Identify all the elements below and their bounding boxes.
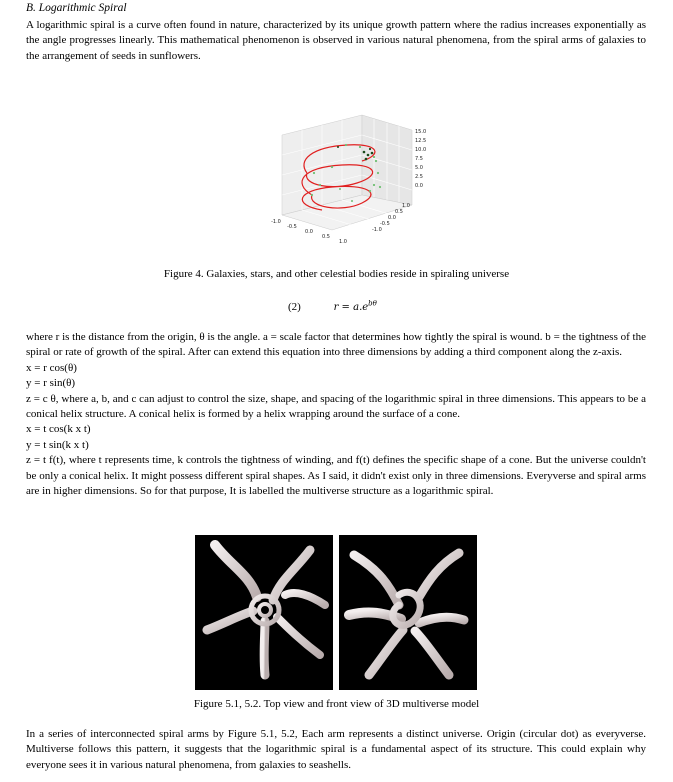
x-tick: -0.5 <box>287 224 297 230</box>
figure5-caption: Figure 5.1, 5.2. Top view and front view of 3D multiverse model <box>193 698 480 710</box>
y-tick: 1.0 <box>402 203 410 209</box>
z-tick: 15.0 <box>415 129 427 135</box>
body-paragraph: z = t f(t), where t represents time, k controls the tightness of winding, and f(t) defines the specific shape of a cone. But the universe couldn't be only a conical helix. It might possess different spiral shapes. As I said, it didn't exist only in three dimensions. Everyverse and spiral arms are in higher dimensions. So for that purpose, It is labelled the multiverse structure as a logarithmic spiral. <box>26 454 646 498</box>
body-paragraph: where r is the distance from the origin, θ is the angle. a = scale factor that determines how tightly the spiral is wound. b = the tightness of the spiral or rate of growth of the spiral. After can extend this equation into three dimensions by adding a third component along the z-axis. <box>26 331 646 359</box>
equation-line: x = r cos(θ) <box>26 361 77 374</box>
intro-paragraph: A logarithmic spiral is a curve often found in nature, characterized by its unique growth pattern where the radius increases exponentially as the angle progresses linearly. This mathematical phenomenon is observed in various natural phenomena, from the spiral arms of galaxies to the arrangement of seeds in sunflowers. <box>26 19 646 62</box>
y-tick: -1.0 <box>372 227 382 233</box>
equation-2 <box>288 300 377 313</box>
closing-paragraph: In a series of interconnected spiral arms by Figure 5.1, 5.2, Each arm represents a distinct universe. Origin (circular dot) as everyverse. Multiverse follows this pattern, it suggests that the logarithmic spiral is a fundamental aspect of its structure. This could explain why everyone sees it in various natural phenomena, from galaxies to seashells. <box>26 728 646 771</box>
x-tick: 0.0 <box>305 229 313 235</box>
z-tick: 5.0 <box>415 165 423 171</box>
equation-line: y = r sin(θ) <box>26 377 76 390</box>
y-tick: 0.5 <box>395 209 403 215</box>
section-heading: B. Logarithmic Spiral <box>26 2 127 14</box>
equation-line: y = t sin(k x t) <box>26 438 89 451</box>
multiverse-top-view-image <box>195 535 333 690</box>
y-tick: 0.0 <box>388 215 396 221</box>
equation-lhs: r <box>333 302 339 314</box>
figure4-caption: Figure 4. Galaxies, stars, and other celestial bodies reside in spiraling universe <box>163 268 510 280</box>
x-tick: 1.0 <box>339 239 347 245</box>
z-tick: 7.5 <box>415 156 423 162</box>
z-tick: 2.5 <box>415 174 423 180</box>
y-tick: -0.5 <box>380 221 390 227</box>
equation-number: (2) <box>288 301 301 314</box>
z-tick: 0.0 <box>415 183 423 189</box>
x-tick: -1.0 <box>271 219 281 225</box>
equation-equals: = <box>338 302 354 314</box>
equation-exponent: bθ <box>368 300 377 308</box>
body-section <box>26 330 646 499</box>
figure5-images <box>195 535 477 690</box>
body-paragraph: z = c θ, where a, b, and c can adjust to control the size, shape, and spacing of the logarithmic spiral in three dimensions. This appears to be a conical helix structure. A conical helix is formed by a helix wrapping around the surface of a cone. <box>26 392 646 421</box>
figure4-plot <box>262 95 462 255</box>
z-tick: 10.0 <box>415 147 427 153</box>
equation-line: x = t cos(k x t) <box>26 423 91 436</box>
x-tick: 0.5 <box>322 234 330 240</box>
z-tick: 12.5 <box>415 138 427 144</box>
equation-base: a.e <box>353 302 369 314</box>
multiverse-front-view-image <box>339 535 477 690</box>
